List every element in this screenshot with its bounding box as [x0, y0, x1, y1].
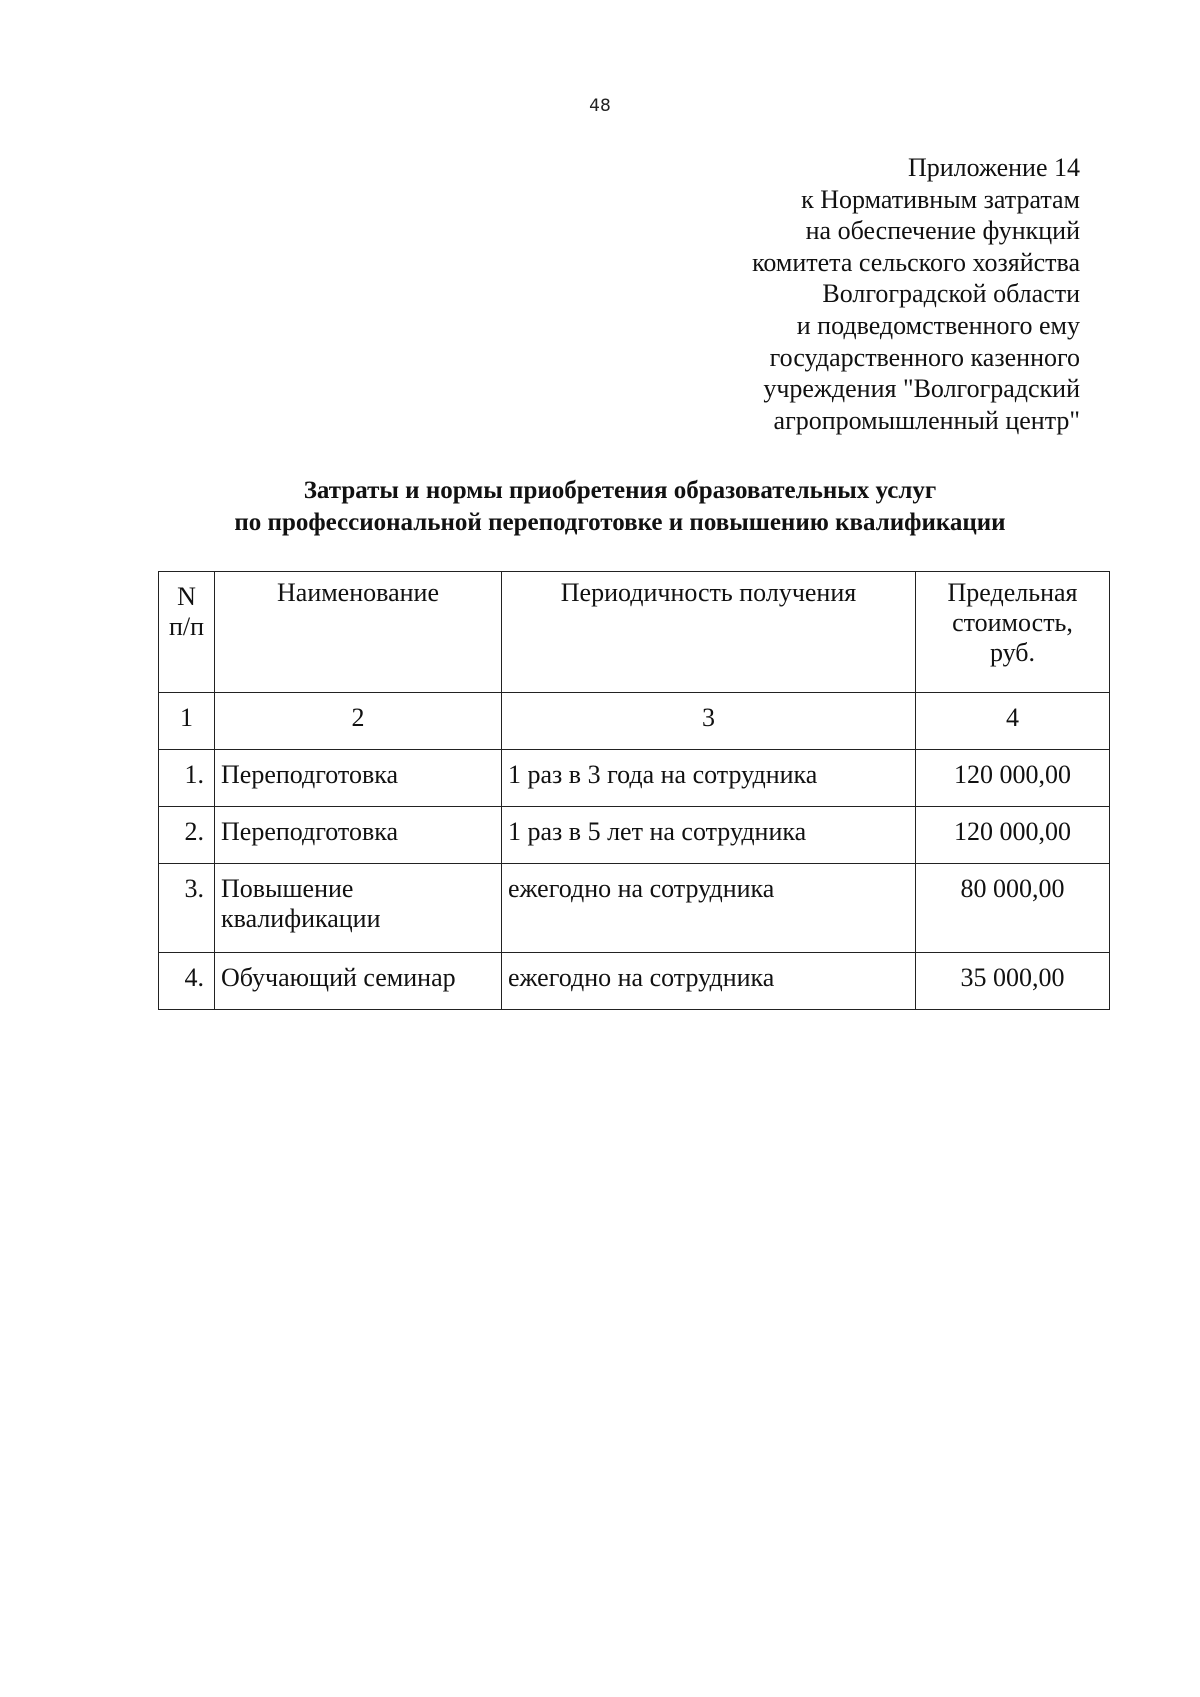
row-price: 120 000,00: [916, 750, 1110, 807]
table-header-row: [159, 572, 1110, 693]
row-number: 1.: [159, 750, 215, 807]
row-name: Переподготовка: [215, 807, 502, 864]
header-number-line-2: п/п: [168, 612, 205, 641]
header-price-line-1: Предельная: [947, 578, 1078, 607]
header-price-line-2: стоимость,: [952, 608, 1073, 637]
row-name-line-2: квалификации: [221, 904, 381, 933]
costs-table: [158, 571, 1110, 1010]
row-number: 2.: [159, 807, 215, 864]
column-index-row: [159, 693, 1110, 750]
header-period-label: Периодичность получения: [560, 578, 857, 607]
header-name-label: Наименование: [277, 578, 439, 607]
row-price: 120 000,00: [916, 807, 1110, 864]
row-number: 3.: [159, 864, 215, 953]
page-number: 48: [589, 96, 611, 116]
header-name: [215, 572, 502, 693]
appendix-block: [620, 152, 1080, 436]
document-title-line-1: Затраты и нормы приобретения образовательных услуг: [303, 477, 937, 504]
column-index: 2: [215, 693, 502, 750]
row-name: [215, 864, 502, 953]
row-period: 1 раз в 3 года на сотрудника: [502, 750, 916, 807]
appendix-line: комитета сельского хозяйства: [752, 247, 1080, 277]
header-price: [916, 572, 1110, 693]
appendix-line: Волгоградской области: [822, 279, 1080, 309]
header-period: [502, 572, 916, 693]
column-index: 1: [159, 693, 215, 750]
document-title: [0, 475, 1200, 539]
row-price: 80 000,00: [916, 864, 1110, 953]
row-name-line-1: Повышение: [221, 874, 354, 903]
appendix-line: на обеспечение функций: [805, 216, 1080, 246]
row-name: Переподготовка: [215, 750, 502, 807]
document-title-line-2: по профессиональной переподготовке и повышению квалификации: [234, 509, 1006, 536]
row-name: Обучающий семинар: [215, 953, 502, 1010]
table-row: [159, 807, 1110, 864]
row-number: 4.: [159, 953, 215, 1010]
appendix-line: агропромышленный центр": [773, 405, 1080, 435]
row-period: ежегодно на сотрудника: [502, 864, 916, 953]
header-number-line-1: N: [177, 582, 196, 611]
column-index: 4: [916, 693, 1110, 750]
table-row: [159, 953, 1110, 1010]
table-row: [159, 864, 1110, 953]
row-price: 35 000,00: [916, 953, 1110, 1010]
appendix-line: Приложение 14: [907, 153, 1080, 182]
header-price-line-3: руб.: [989, 638, 1036, 667]
appendix-line: к Нормативным затратам: [801, 184, 1080, 214]
table-row: [159, 750, 1110, 807]
column-index: 3: [502, 693, 916, 750]
header-number: [159, 572, 215, 693]
row-period: ежегодно на сотрудника: [502, 953, 916, 1010]
row-period: 1 раз в 5 лет на сотрудника: [502, 807, 916, 864]
appendix-line: учреждения "Волгоградский: [763, 374, 1080, 404]
appendix-line: и подведомственного ему: [796, 310, 1080, 340]
appendix-line: государственного казенного: [769, 342, 1080, 372]
